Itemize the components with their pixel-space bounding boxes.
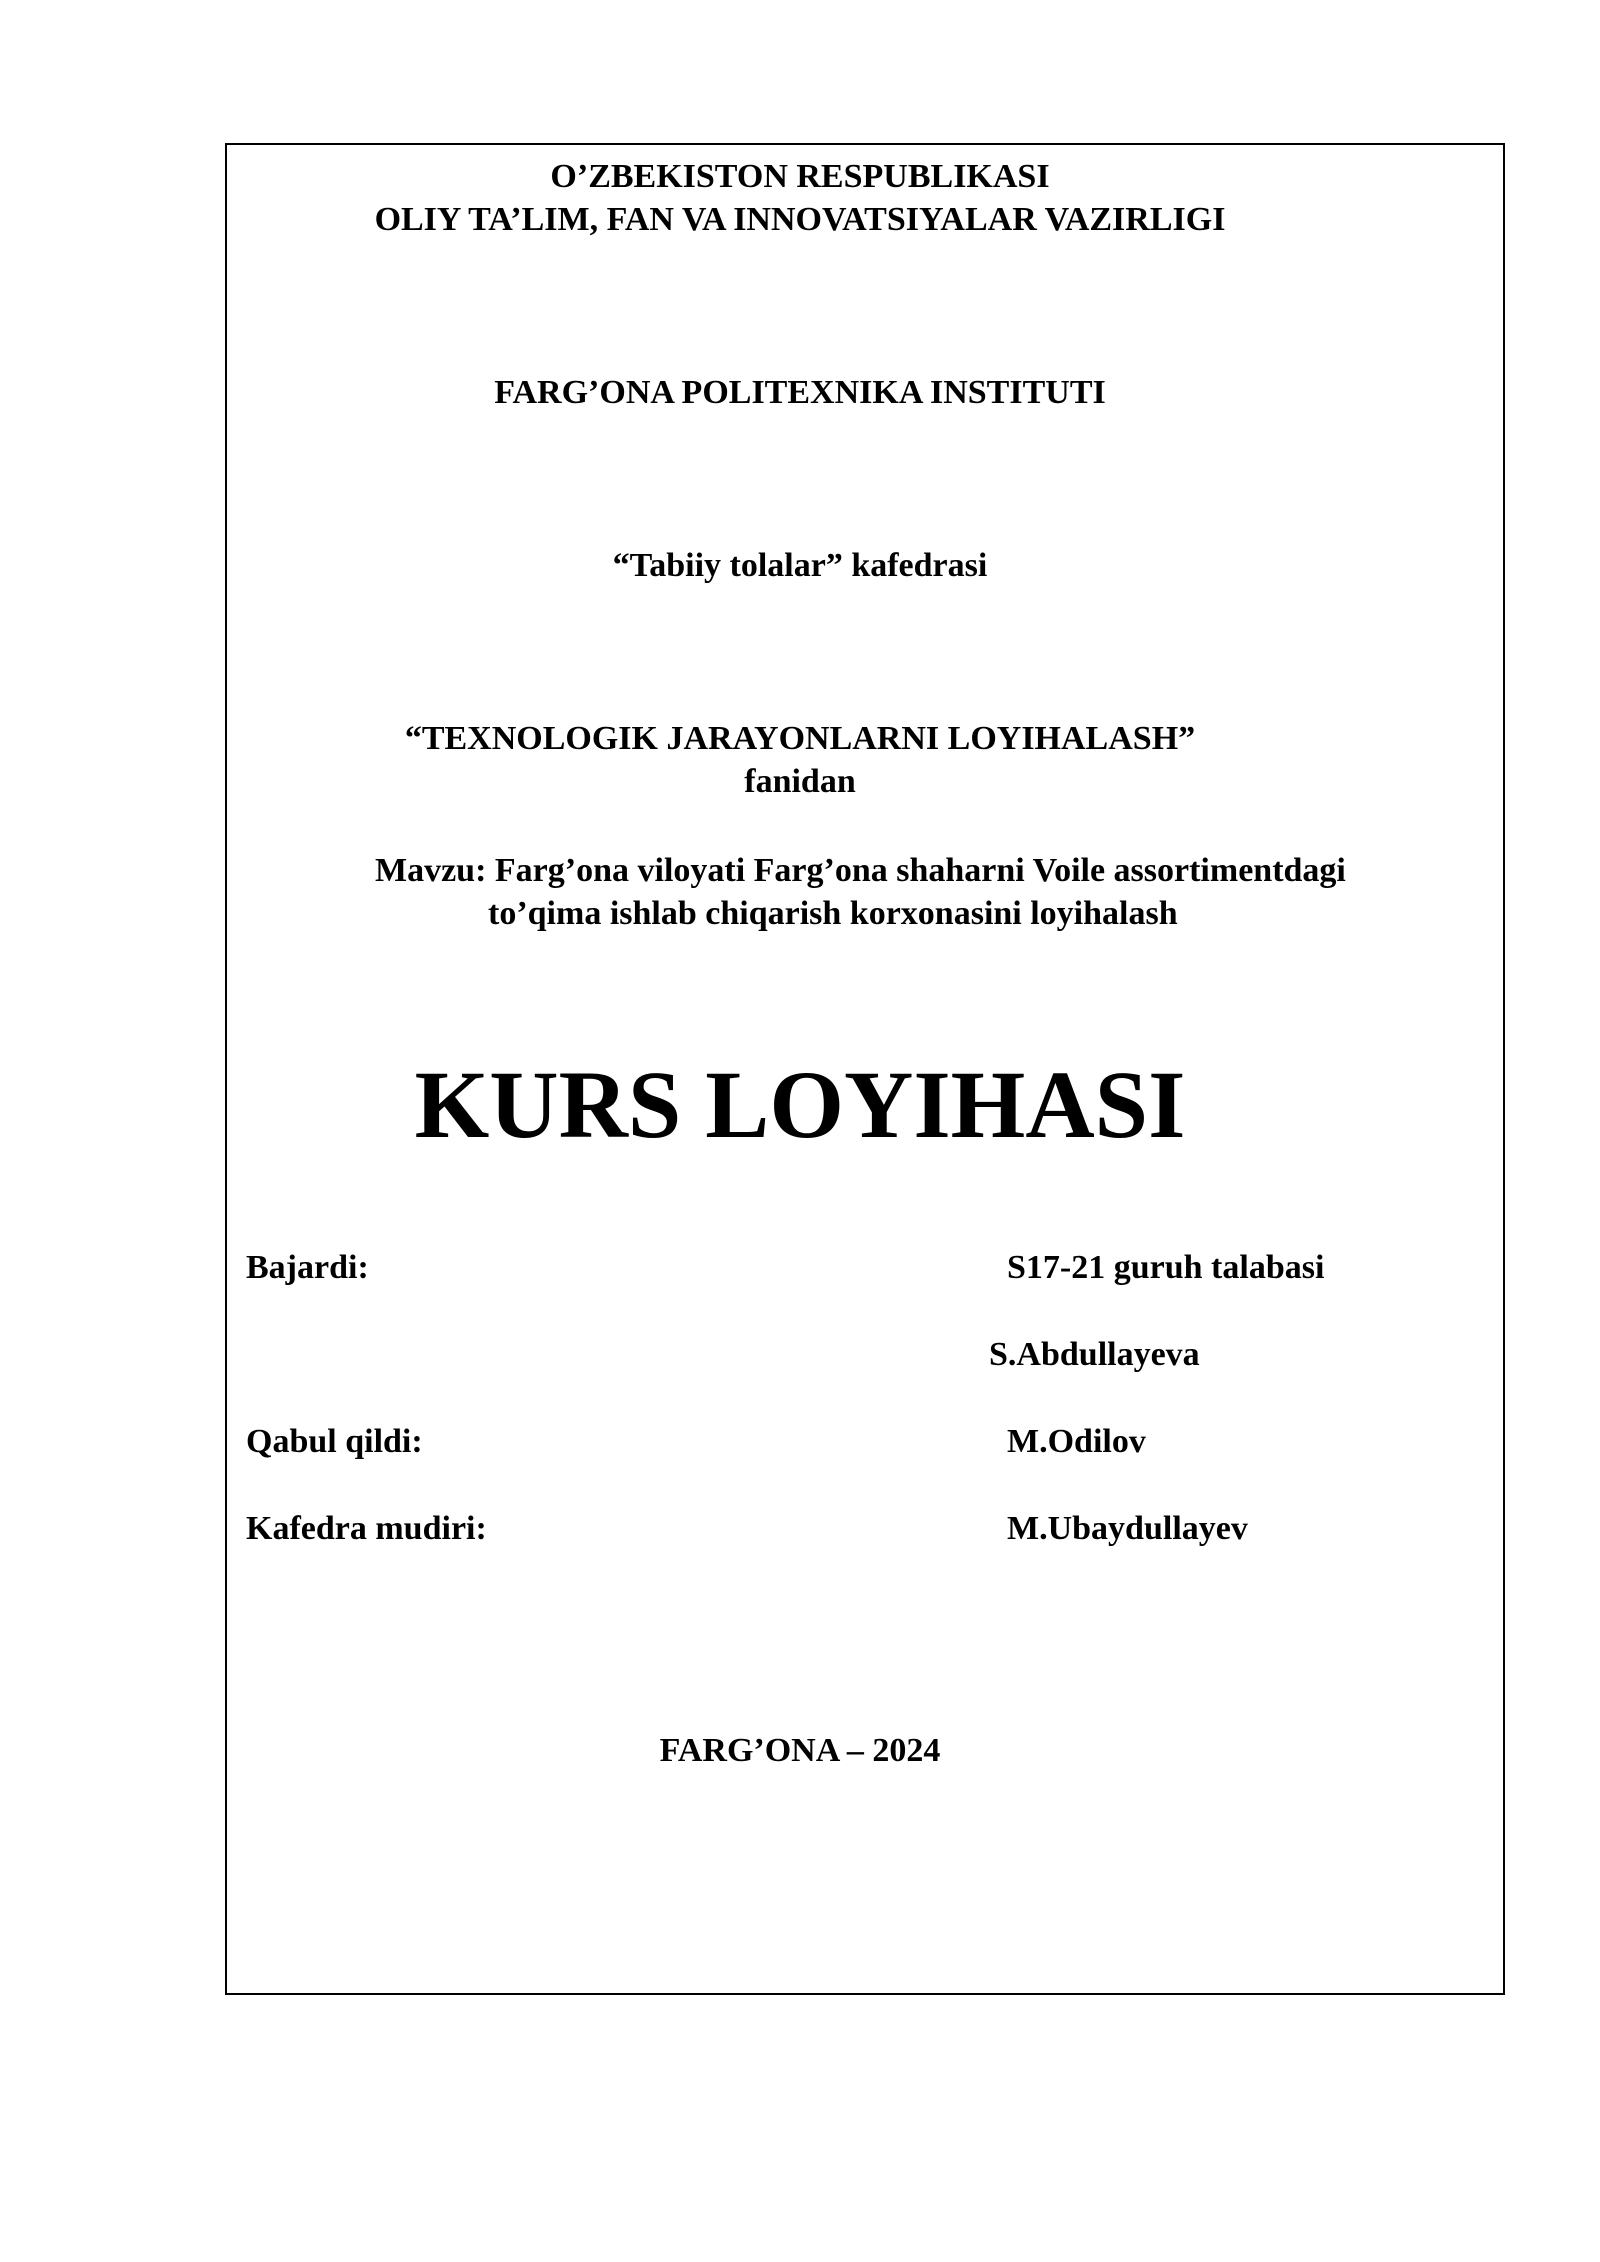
student-name: S.Abdullayeva — [989, 1336, 1200, 1373]
ministry-line-2: OLIY TA’LIM, FAN VA INNOVATSIYALAR VAZIRLIGI — [374, 201, 1226, 238]
head-label: Kafedra mudiri: — [246, 1510, 487, 1547]
document-title: KURS LOYIHASI — [414, 1051, 1186, 1158]
done-by-label: Bajardi: — [246, 1249, 369, 1286]
topic-line-2: to’qima ishlab chiqarish korxonasini loyihalash — [488, 895, 1178, 932]
subject-suffix: fanidan — [744, 763, 856, 800]
head-name: M.Ubaydullayev — [1007, 1510, 1248, 1547]
accepted-name: M.Odilov — [1007, 1423, 1146, 1460]
student-group: S17-21 guruh talabasi — [1007, 1249, 1325, 1286]
department-name: “Tabiiy tolalar” kafedrasi — [612, 547, 988, 584]
subject-name: “TEXNOLOGIK JARAYONLARNI LOYIHALASH” — [404, 720, 1196, 757]
ministry-line-1: O’ZBEKISTON RESPUBLIKASI — [550, 158, 1050, 195]
institute-name: FARG’ONA POLITEXNIKA INSTITUTI — [494, 374, 1106, 411]
place-year: FARG’ONA – 2024 — [659, 1732, 941, 1769]
topic-line-1: Mavzu: Farg’ona viloyati Farg’ona shaharni Voile assortimentdagi — [375, 852, 1346, 889]
accepted-label: Qabul qildi: — [246, 1423, 423, 1460]
